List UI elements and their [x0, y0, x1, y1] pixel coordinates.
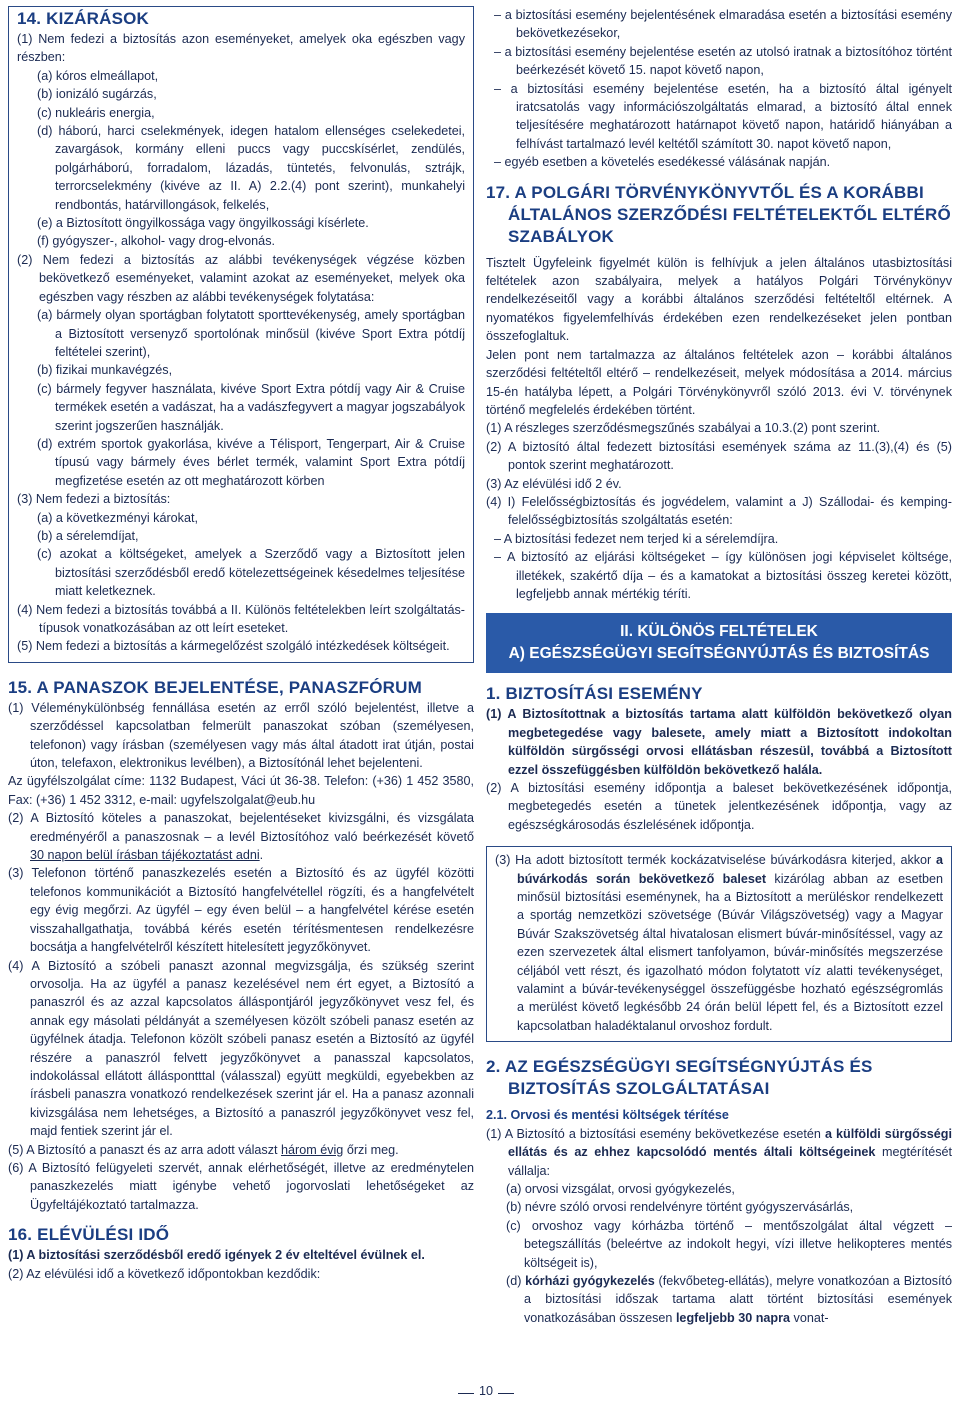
- section-15-title: 15. A PANASZOK BEJELENTÉSE, PANASZFÓRUM: [8, 677, 422, 697]
- right-column: [486, 0, 952, 1327]
- sec14-p3a: (a) a következményi károkat,: [37, 510, 198, 525]
- sec15-p1: (1) Véleménykülönbség fennállása esetén az erről szóló bejelentést, illetve a szerződéssel kapcsolatban felmerült panaszokat szóban (személyesen, telefonon) vagy írásban (személyesen vagy más által átadott irat útján, postai úton, telefaxon, elektronikus levélben), a Biztosítónál lehet bejelenteni.: [8, 700, 474, 771]
- sec-s2-d-end: vonat-: [790, 1310, 829, 1325]
- sec17-i4: (4) I) Felelősségbiztosítás és jogvédelem, valamint a J) Szállodai- és kemping- felelősségbiztosítás szolgáltatás esetén:: [486, 494, 952, 528]
- sec14-p2b: (b) fizikai munkavégzés,: [37, 363, 173, 378]
- sec14-p2c: (c) bármely fegyver használata, kivéve Sport Extra pótdíj vagy Air & Cruise termékek esetén a vadászat, ha a vadászfegyvert a magyar jogszabályok szerint jogszerűen használják.: [37, 381, 465, 433]
- sec14-p2d: (d) extrém sportok gyakorlása, kivéve a Télisport, Tengerpart, Air & Cruise típusú vagy bármely éves bérlet termék, valamint Sport Extra pótdíj megfizetése esetén az ott meghatározott körben: [37, 436, 465, 488]
- sec16-p1: (1) A biztosítási szerződésből eredő igények 2 év elteltével évülnek el.: [8, 1248, 425, 1263]
- sec-s1-p3-bold: a búvárkodás során bekövetkező baleset: [517, 853, 943, 886]
- section-s1-title: 1. BIZTOSÍTÁSI ESEMÉNY: [486, 684, 703, 704]
- sec16-d3: – a biztosítási esemény bejelentése esetén, ha a biztosító által igényelt iratcsatolás vagy információszolgáltatás elmarad, a biztosító által ennek teljesítésére meghatározott határnapot követő napon, határidő hiányában a felhívást tartalmazó levél keltétől számított 30. napot követő napon,: [494, 81, 952, 151]
- left-column: [8, 0, 474, 1283]
- sec-s1-p1: (1) A Biztosítottnak a biztosítás tartama alatt külföldön bekövetkező olyan megbetegedése vagy balesete, amely miatt a Biztosított indokoltan külföldön sürgősségi orvosi ellátásban részesül, továbbá a Biztosított ezzel összefüggésben külföldön bekövetkező halála.: [486, 707, 952, 777]
- sec-s2-d-label: (d): [506, 1273, 526, 1288]
- sec14-d: (d) háború, harci cselekmények, idegen hatalom ellenséges cselekedetei, zavargások, kormány elleni puccs vagy puccskísérlet, zendülés, polgárháború, forradalom, lázadás, tüntetés, felvonulás, sztrájk, terrorcselekmény (kivéve az II. A) 2.2.(4) pont szerint), munkahelyi rendbontás, határvillongások, felkelés,: [37, 124, 465, 212]
- sec-s1-p3-text: (3) Ha adott biztosított termék kockázatviselése búvárkodásra kiterjed, akkor: [495, 853, 936, 868]
- sec16-d1: – a biztosítási esemény bejelentésének elmaradása esetén a biztosítási esemény bekövetkezésekor,: [494, 8, 952, 41]
- section-14-title: 14. KIZÁRÁSOK: [17, 9, 150, 28]
- sec-s2-p1-text: (1) A Biztosító a biztosítási esemény bekövetkezése esetén: [486, 1126, 825, 1141]
- sec-s2-d: [486, 1272, 952, 1327]
- sec14-p3: (3) Nem fedezi a biztosítás:: [17, 492, 171, 507]
- page-number: 10: [466, 1384, 506, 1398]
- sec15-p6: (6) A Biztosító felügyeleti szervét, annak elérhetőségét, illetve az eredménytelen panaszkezelés miatt igénybe vehető jogorvoslati lehetőségeket az Ügyfeltájékoztató tartalmazza.: [8, 1160, 474, 1212]
- sec15-address: Az ügyfélszolgálat címe: 1132 Budapest, Váci út 36-38. Telefon: (+36) 1 452 3580, Fax: (+36) 1 452 3312, e-mail: ugyfelszolgalat@eub.hu: [8, 774, 474, 807]
- sec16-d2: – a biztosítási esemény bejelentése esetén az utolsó iratnak a biztosítóhoz történt beérkezését követő 15. napot követő napon,: [494, 44, 952, 78]
- sec15-p5-text: (5) A Biztosító a panaszt és az arra adott választ: [8, 1142, 282, 1157]
- sec-s2-d-bold: kórházi gyógykezelés: [525, 1273, 655, 1288]
- sec15-p2-underlined: 30 napon belül írásban tájékoztatást adni: [30, 848, 260, 863]
- sec-s1-p3-end: kizárólag abban az esetben minősül biztosítási eseménynek, ha a Biztosított a merüléskor rendelkezett a sportág nemzetközi szövetsége (Búvár Világszövetség) vagy a Magyar Búvár Szakszövetség által hivatalosan elismert búvár-minősítéssel, vagy az ezen szervezetek által elismert tanfolyamon, búvár-minősítés megszerzése céljából vett részt, és igazolható módon folytatott víz alatti tevékenységet, valamint a búvár-tevékenységgel összefüggésbe hozható egészségromlás a merülést követő legkésőbb 24 órán belül lépett fel, és a Biztosított ezzel kapcsolatban haladéktalanul orvoshoz fordult.: [517, 871, 943, 1033]
- sec17-i4b: – A biztosító az eljárási költségeket – így különösen jogi képviselet költsége, illetékek, szakértő díja – és a kamatokat a biztosítási összeg keretei között, legfeljebb annak mértékig téríti.: [494, 550, 952, 601]
- sec15-p5-underlined: három évig: [281, 1142, 344, 1157]
- section-16-title: 16. ELÉVÜLÉSI IDŐ: [8, 1225, 170, 1245]
- sec16-p2: (2) Az elévülési idő a következő időpontokban kezdődik:: [8, 1266, 321, 1281]
- sec-s2-b: (b) névre szóló orvosi rendelvényre történt gyógyszervásárlás,: [506, 1200, 854, 1215]
- sec15-p5: [8, 1141, 474, 1159]
- section-14-box: [8, 6, 474, 663]
- section-17-title: 17. A POLGÁRI TÖRVÉNYKÖNYVTŐL ÉS A KORÁBBI ÁLTALÁNOS SZERZŐDÉSI FELTÉTELEKTŐL ELTÉRŐ SZABÁLYOK: [486, 182, 951, 246]
- sec17-i2: (2) A biztosító által fedezett biztosítási események száma az 11.(3),(4) és (5) pontok szerint meghatározott.: [486, 439, 952, 473]
- sec-s2-p1: [486, 1125, 952, 1180]
- sec14-b: (b) ionizáló sugárzás,: [37, 87, 157, 102]
- sec14-p2: (2) Nem fedezi a biztosítás az alábbi tevékenységek végzése közben bekövetkező eseményeket, valamint azokat az eseményeket, melyek oka egészben vagy részben az alábbi tevékenységek folytatása:: [17, 252, 465, 304]
- sec14-e: (e) a Biztosított öngyilkossága vagy öngyilkossági kísérlete.: [37, 216, 369, 231]
- special-title-line2: A) EGÉSZSÉGÜGYI SEGÍTSÉGNYÚJTÁS ÉS BIZTOSÍTÁS: [508, 645, 930, 663]
- sec15-p3: (3) Telefonon történő panaszkezelés esetén a Biztosító és az ügyfél közötti telefonos kommunikációt a Biztosító hangfelvétellel rögzíti, és a hangfelvételt egy évig megőrzi. Az ügyfél – egy éven belül – a hangfelvétel kérése esetén visszahallgathatja, továbbá kérés esetén térítésmentesen rendelkezésre bocsátja a hangfelvételről készített hitelesített jegyzőkönyvet.: [8, 866, 474, 955]
- sec-s1-p3-box: [486, 846, 952, 1042]
- sec-s2-a: (a) orvosi vizsgálat, orvosi gyógykezelés,: [506, 1181, 735, 1196]
- sec15-p2-text: (2) A Biztosító köteles a panaszokat, bejelentéseket kivizsgálni, és vizsgálata eredményéről a panaszosnak – a levél Biztosítóhoz való beérkezését követő: [8, 811, 474, 844]
- sec17-i1: (1) A részleges szerződésmegszűnés szabályai a 10.3.(2) pont szerint.: [486, 421, 881, 436]
- sec-s2-d-text: (fekvőbeteg-ellátás), melyre vonatkozóan a Biztosító a biztosítási időszak tartama alatt történt biztosítási események vonatkozásában összesen: [524, 1273, 953, 1325]
- sec-s2-d-bold2: legfeljebb 30 napra: [675, 1310, 791, 1325]
- sec14-a: (a) kóros elmeállapot,: [37, 68, 159, 83]
- sec-s1-p2: (2) A biztosítási esemény időpontja a baleset bekövetkezésének időpontja, megbetegedés esetén a tünetek jelentkezésének időpontja, vagy az egészségkárosodás észlelésének időpontja.: [486, 781, 952, 832]
- section-s2-title: 2. AZ EGÉSZSÉGÜGYI SEGÍTSÉGNYÚJTÁS ÉS BIZTOSÍTÁS SZOLGÁLTATÁSAI: [486, 1057, 873, 1099]
- sec15-p4: (4) A Biztosító a szóbeli panaszt azonnal megvizsgálja, és szükség szerint orvosolja. Ha az ügyfél a panasz kezelésével nem ért egyet, a Biztosító a panaszról és az azzal kapcsolatos álláspontjáról jegyzőkönyvet vesz fel, és annak egy másolati példányát a személyesen közölt szóbeli panasz esetén az ügyfélnek átadja. Telefonon közölt szóbeli panasz esetén a Biztosító az ügyfél részére a panaszról felvett jegyzőkönyvet a panasszal kapcsolatos, indokolással ellátott álláspontttal (válasszal) együtt megküldi, egyebekben az írásbeli panaszra vonatkozó rendelkezések szerint jár el. Ha a panasz azonnali kivizsgálása nem lehetséges, a Biztosító a panaszról jegyzőkönyvet vesz fel, majd fentiek szerint jár el.: [8, 958, 474, 1139]
- sec17-p2: Jelen pont nem tartalmazza az általános feltételek azon – korábbi általános szerződési feltételtől eltérő – rendelkezéseit, melyek módosítása a 2014. március 15-én hatályba lépett, a Polgári Törvénykönyvről szóló 2013. évi V. törvénynek történő megfelelés érdekében történt.: [486, 347, 952, 417]
- sec14-p4: (4) Nem fedezi a biztosítás továbbá a II. Különös feltételekben leírt szolgáltatás-típusok vonatkozásában az ott leírt eseteket.: [17, 602, 465, 635]
- sec14-p3b: (b) a sérelemdíjat,: [37, 528, 139, 543]
- sec14-f: (f) gyógyszer-, alkohol- vagy drog-elvonás.: [37, 234, 275, 249]
- sec-s2-subtitle: 2.1. Orvosi és mentési költségek térítése: [486, 1108, 729, 1123]
- special-conditions-banner: [486, 613, 952, 673]
- sec17-i3: (3) Az elévülési idő 2 év.: [486, 476, 622, 491]
- sec17-p1: Tisztelt Ügyfeleink figyelmét külön is felhívjuk a jelen általános utasbiztosítási feltételek azon szabályaira, melyek a hatályos Polgári Törvénykönyv rendelkezéseitől vagy a korábbi általános szerződési feltételtől eltérnek. A nyomatékos figyelemfelhívás érdekében ezen rendelkezéseket jelen pontban összefoglaltuk.: [486, 255, 952, 344]
- sec14-p2a: (a) bármely olyan sportágban folytatott sporttevékenység, amely sportágban a Biztosított versenyző sportolónak minősül (kivéve Sport Extra pótdíj feltételei szerint),: [37, 308, 465, 359]
- sec17-i4a: – A biztosítási fedezet nem terjed ki a sérelemdíjra.: [494, 531, 779, 546]
- sec16-d4: – egyéb esetben a követelés esedékessé válásának napján.: [494, 155, 831, 170]
- sec15-p5-end: őrzi meg.: [343, 1142, 399, 1157]
- sec-s1-p3: [495, 851, 943, 1035]
- sec-s2-p1-bold: a külföldi sürgősségi ellátás és az ehhez kapcsolódó mentés általi költségeinek: [508, 1126, 952, 1160]
- sec15-p2-end: .: [259, 848, 264, 863]
- sec14-p3c: (c) azokat a költségeket, amelyek a Szerződő vagy a Biztosított jelen biztosítási szerződésből eredő kötelezettségeinek késedelmes teljesítése miatt keletkeznek.: [37, 547, 465, 599]
- sec14-p5: (5) Nem fedezi a biztosítás a kármegelőzést szolgáló intézkedések költségeit.: [17, 639, 450, 654]
- sec14-p1: (1) Nem fedezi a biztosítás azon eseményeket, amelyek oka egészben vagy részben:: [17, 32, 465, 65]
- sec-s2-c: (c) orvoshoz vagy kórházba történő – mentőszolgálat által végzett – betegszállítás (beleértve az indokolt hegyi, vízi illetve helikopteres mentés költségeit is),: [506, 1218, 952, 1270]
- sec-s2-p1-end: megtérítését vállalja:: [508, 1145, 952, 1178]
- sec14-c: (c) nukleáris energia,: [37, 105, 155, 120]
- special-title-line1: II. KÜLÖNÖS FELTÉTELEK: [620, 623, 818, 641]
- sec15-p2: [8, 809, 474, 864]
